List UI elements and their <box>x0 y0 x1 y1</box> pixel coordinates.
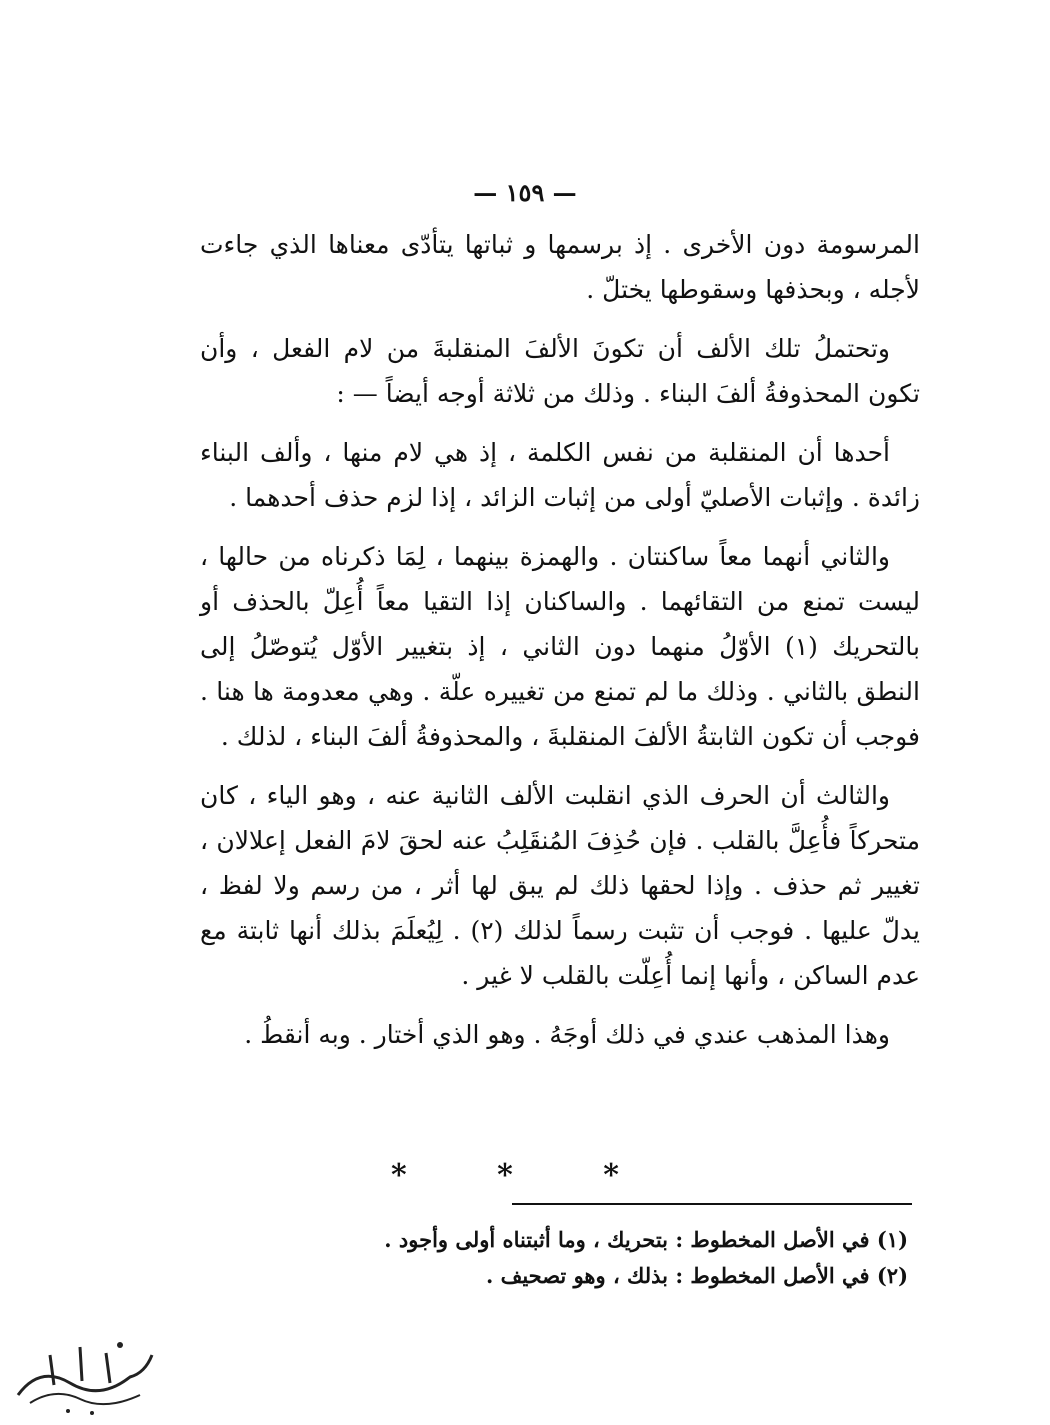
library-seal-logo <box>10 1325 160 1420</box>
paragraph-5: والثالث أن الحرف الذي انقلبت الألف الثانية عنه ، وهو الياء ، كان متحركاً فأُعِلَّ بالقلب . فإن حُذِفَ المُنقَلِبُ عنه لحقَ لامَ الفعل إعلالان ، تغيير ثم حذف . وإذا لحقها ذلك لم يبق لها أثر ، من رسم ولا لفظ ، يدلّ عليها . فوجب أن تثبت رسماً لذلك (٢) . لِيُعلَمَ بذلك أنها ثابتة مع عدم الساكن ، وأنها إنما أُعِلّت بالقلب لا غير . <box>200 781 920 990</box>
paragraph-6: وهذا المذهب عندي في ذلك أوجَهُ . وهو الذي أختار . وبه أنقطُ . <box>244 1020 890 1049</box>
page-number: — ١٥٩ — <box>473 178 577 207</box>
footnote-2: (٢) في الأصل المخطوط : بذلك ، وهو تصحيف . <box>485 1263 908 1288</box>
footnote-1: (١) في الأصل المخطوط : بتحريك ، وما أثبتناه أولى وأجود . <box>384 1227 908 1252</box>
footnotes <box>280 1222 908 1294</box>
footnote-rule <box>512 1203 912 1205</box>
paragraph-1: المرسومة دون الأخرى . إذ برسمها و ثباتها يتأدّى معناها الذي جاءت لأجله ، وبحذفها وسقوطها يختلّ . <box>200 230 920 304</box>
body-text <box>200 222 920 1071</box>
paragraph-3: أحدها أن المنقلبة من نفس الكلمة ، إذ هي لام منها ، وألف البناء زائدة . وإثبات الأصليّ أولى من إثبات الزائد ، إذا لزم حذف أحدهما . <box>200 438 920 512</box>
section-separator: * * * <box>391 1158 659 1193</box>
paragraph-4: والثاني أنهما معاً ساكنتان . والهمزة بينهما ، لِمَا ذكرناه من حالها ، ليست تمنع من التقائهما . والساكنان إذا التقيا معاً أُعِلّ بالحذف أو بالتحريك (١) الأوّلُ منهما دون الثاني ، إذ بتغيير الأوّل يُتوصّلُ إلى النطق بالثاني . وذلك ما لم تمنع من تغييره علّة . وهي معدومة ها هنا . فوجب أن تكون الثابتةُ الألفَ المنقلبةَ ، والمحذوفةُ ألفَ البناء ، لذلك . <box>200 542 920 751</box>
paragraph-2: وتحتملُ تلك الألف أن تكونَ الألفَ المنقلبةَ من لام الفعل ، وأن تكون المحذوفةُ ألفَ البناء . وذلك من ثلاثة أوجه أيضاً — : <box>200 334 920 408</box>
